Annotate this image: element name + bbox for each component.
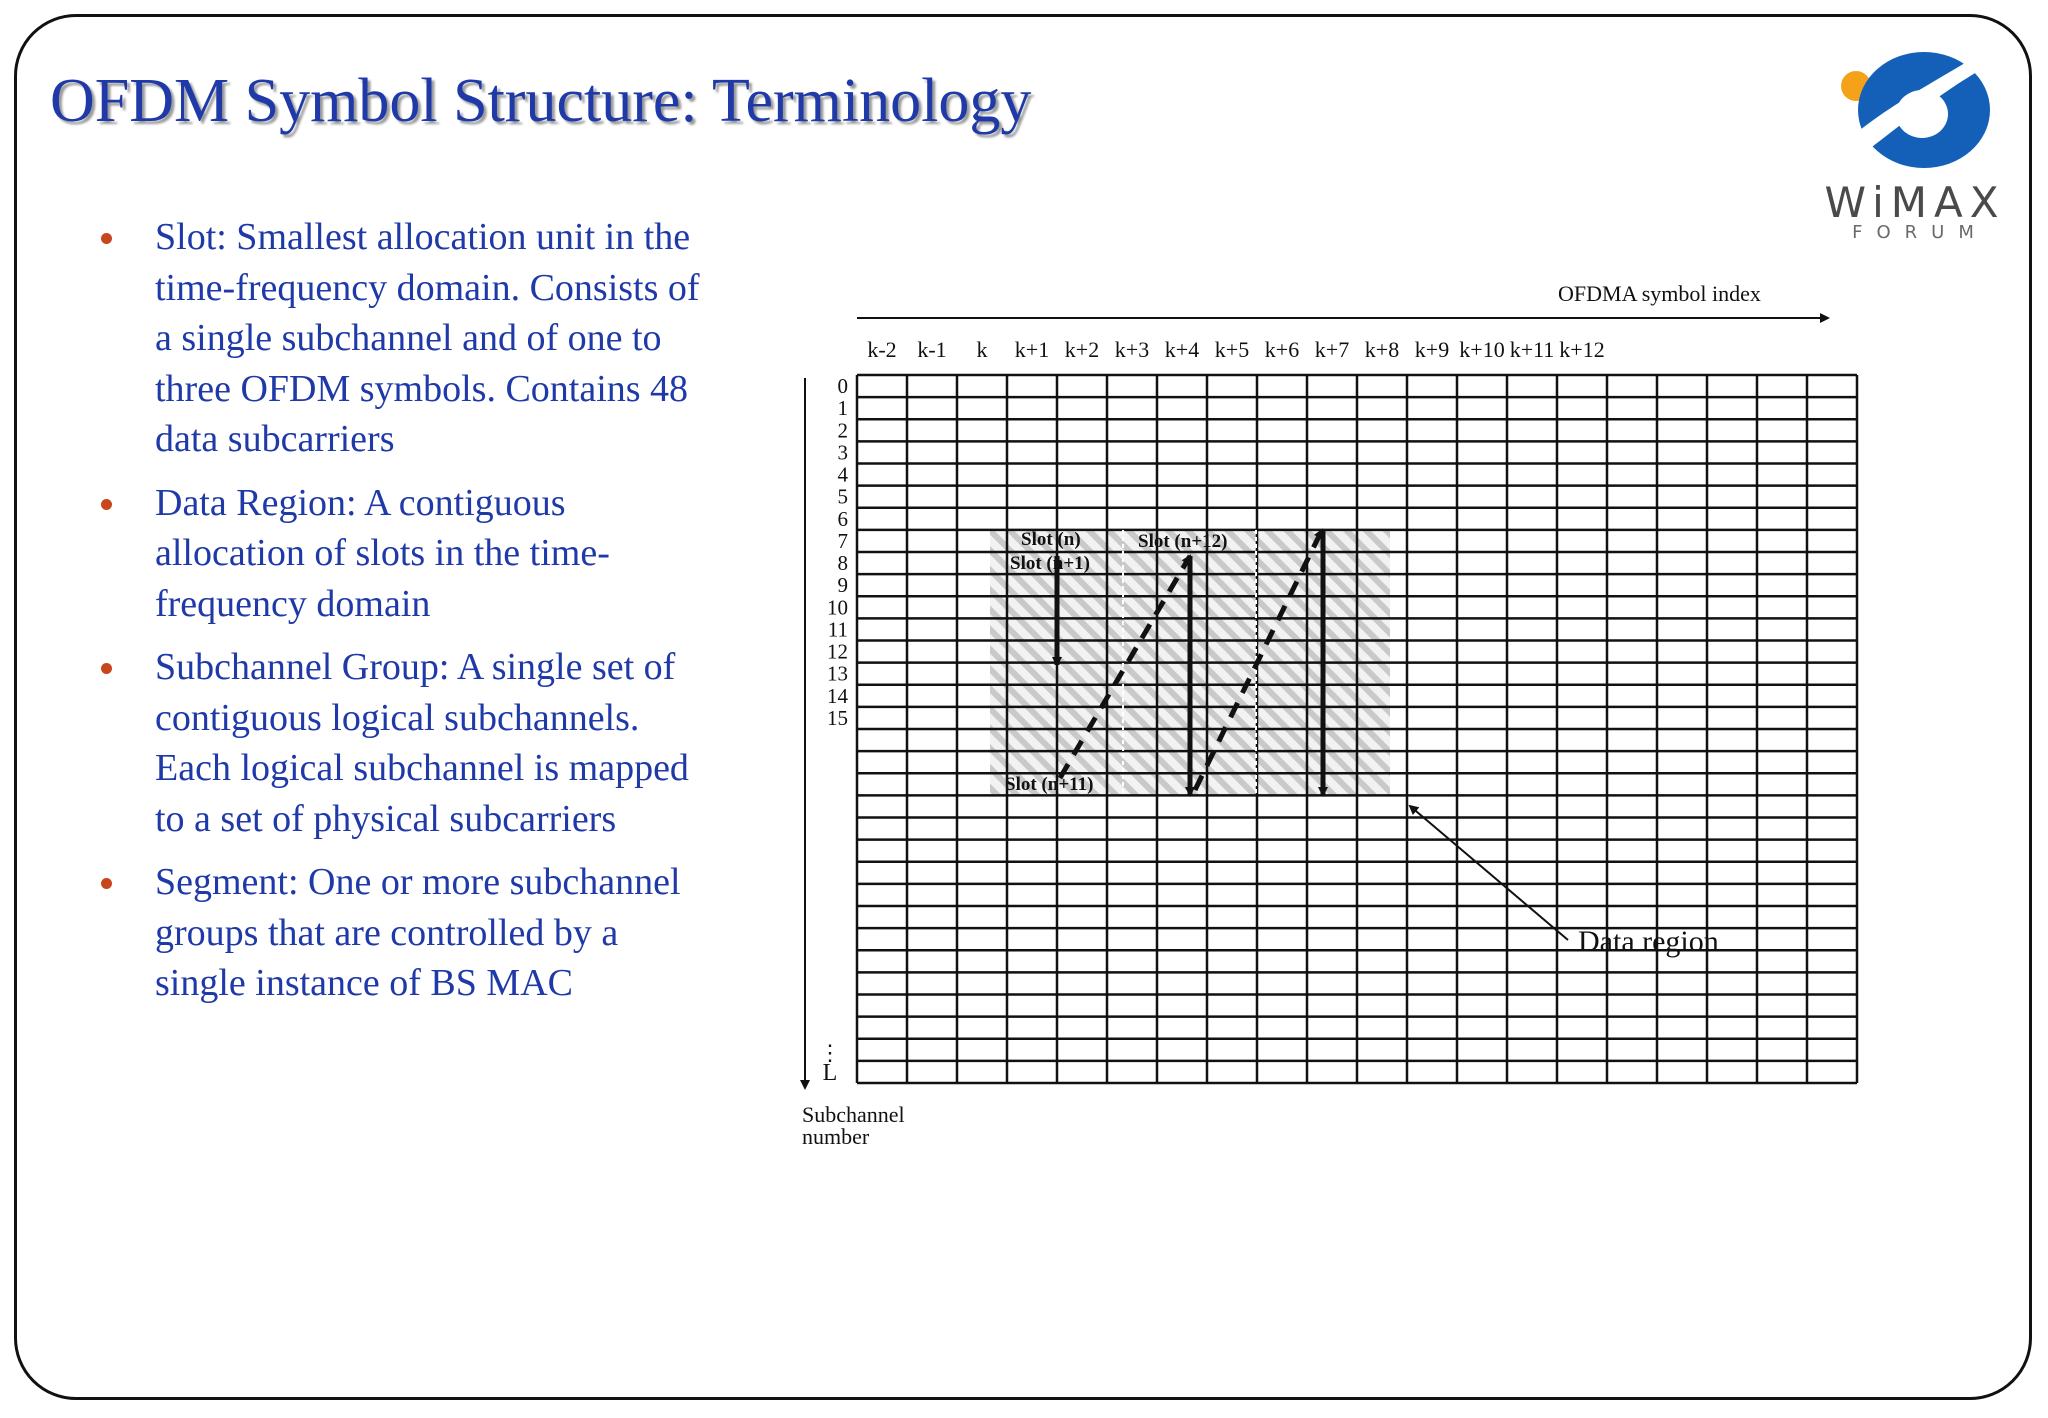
subchannel-last-label: L xyxy=(822,1060,838,1086)
subchannel-number-label: 14 xyxy=(827,683,848,708)
logo-wordmark: WiMAX xyxy=(1824,178,2006,227)
subchannel-ellipsis: ⋮ xyxy=(819,1040,841,1065)
subchannel-number-label: 12 xyxy=(827,639,848,664)
subchannel-number-label: 1 xyxy=(837,396,848,421)
subchannel-number-label: 0 xyxy=(837,374,848,399)
y-axis-label-line2: number xyxy=(802,1124,870,1149)
logo-subtitle: FORUM xyxy=(1852,222,1988,243)
subchannel-number-label: 6 xyxy=(837,506,848,531)
slot-label: Slot (n+11) xyxy=(1005,774,1094,795)
symbol-index-labels xyxy=(867,337,1604,362)
symbol-index-label: k+11 xyxy=(1509,337,1555,362)
bullet-text: Segment: One or more subchannel groups that are controlled by a single instance of BS MAC xyxy=(155,861,681,1004)
y-axis-label-line1: Subchannel xyxy=(802,1102,905,1127)
data-region-label: Data region xyxy=(1578,925,1719,958)
subchannel-number-label: 2 xyxy=(837,418,848,443)
slot-label: Slot (n+1) xyxy=(1010,553,1090,574)
bullet-text: Subchannel Group: A single set of contiguous logical subchannels. Each logical subchannel is mapped to a set of physical subcarriers xyxy=(155,646,689,840)
data-region-pointer xyxy=(1410,806,1568,940)
symbol-index-label: k-2 xyxy=(867,337,897,362)
symbol-index-label: k+4 xyxy=(1164,337,1200,362)
subchannel-number-label: 13 xyxy=(827,661,848,686)
symbol-index-label: k+3 xyxy=(1114,337,1150,362)
symbol-index-label: k+6 xyxy=(1264,337,1300,362)
subchannel-number-label: 15 xyxy=(827,705,848,730)
symbol-index-label: k+10 xyxy=(1459,337,1505,362)
subchannel-number-label: 11 xyxy=(827,617,848,642)
subchannel-number-label: 3 xyxy=(837,440,848,465)
symbol-index-label: k xyxy=(976,337,988,362)
bullet-text: Data Region: A contiguous allocation of slots in the time-frequency domain xyxy=(155,481,610,625)
subchannel-number-label: 7 xyxy=(837,528,848,553)
bullet-text: Slot: Smallest allocation unit in the time-frequency domain. Consists of a single subchannel and of one to three OFDM symbols. Contains 48 data subcarriers xyxy=(155,216,700,460)
slot-label: Slot (n+12) xyxy=(1138,531,1228,552)
slot-label: Slot (n) xyxy=(1021,529,1081,550)
symbol-index-label: k+1 xyxy=(1014,337,1050,362)
symbol-index-label: k+2 xyxy=(1064,337,1100,362)
symbol-index-label: k+8 xyxy=(1364,337,1400,362)
symbol-index-label: k+5 xyxy=(1214,337,1250,362)
symbol-index-label: k+12 xyxy=(1559,337,1605,362)
symbol-index-label: k-1 xyxy=(917,337,947,362)
symbol-index-label: k+9 xyxy=(1414,337,1450,362)
slide-title: OFDM Symbol Structure: Terminology xyxy=(50,67,1032,135)
subchannel-number-label: 9 xyxy=(837,573,848,598)
subchannel-number-label: 5 xyxy=(837,484,848,509)
subchannel-number-label: 8 xyxy=(837,551,848,576)
subchannel-number-label: 4 xyxy=(837,462,848,487)
symbol-index-label: k+7 xyxy=(1314,337,1350,362)
x-axis-label: OFDMA symbol index xyxy=(1558,281,1761,306)
subchannel-number-label: 10 xyxy=(827,595,848,620)
subchannel-number-labels xyxy=(827,374,849,730)
